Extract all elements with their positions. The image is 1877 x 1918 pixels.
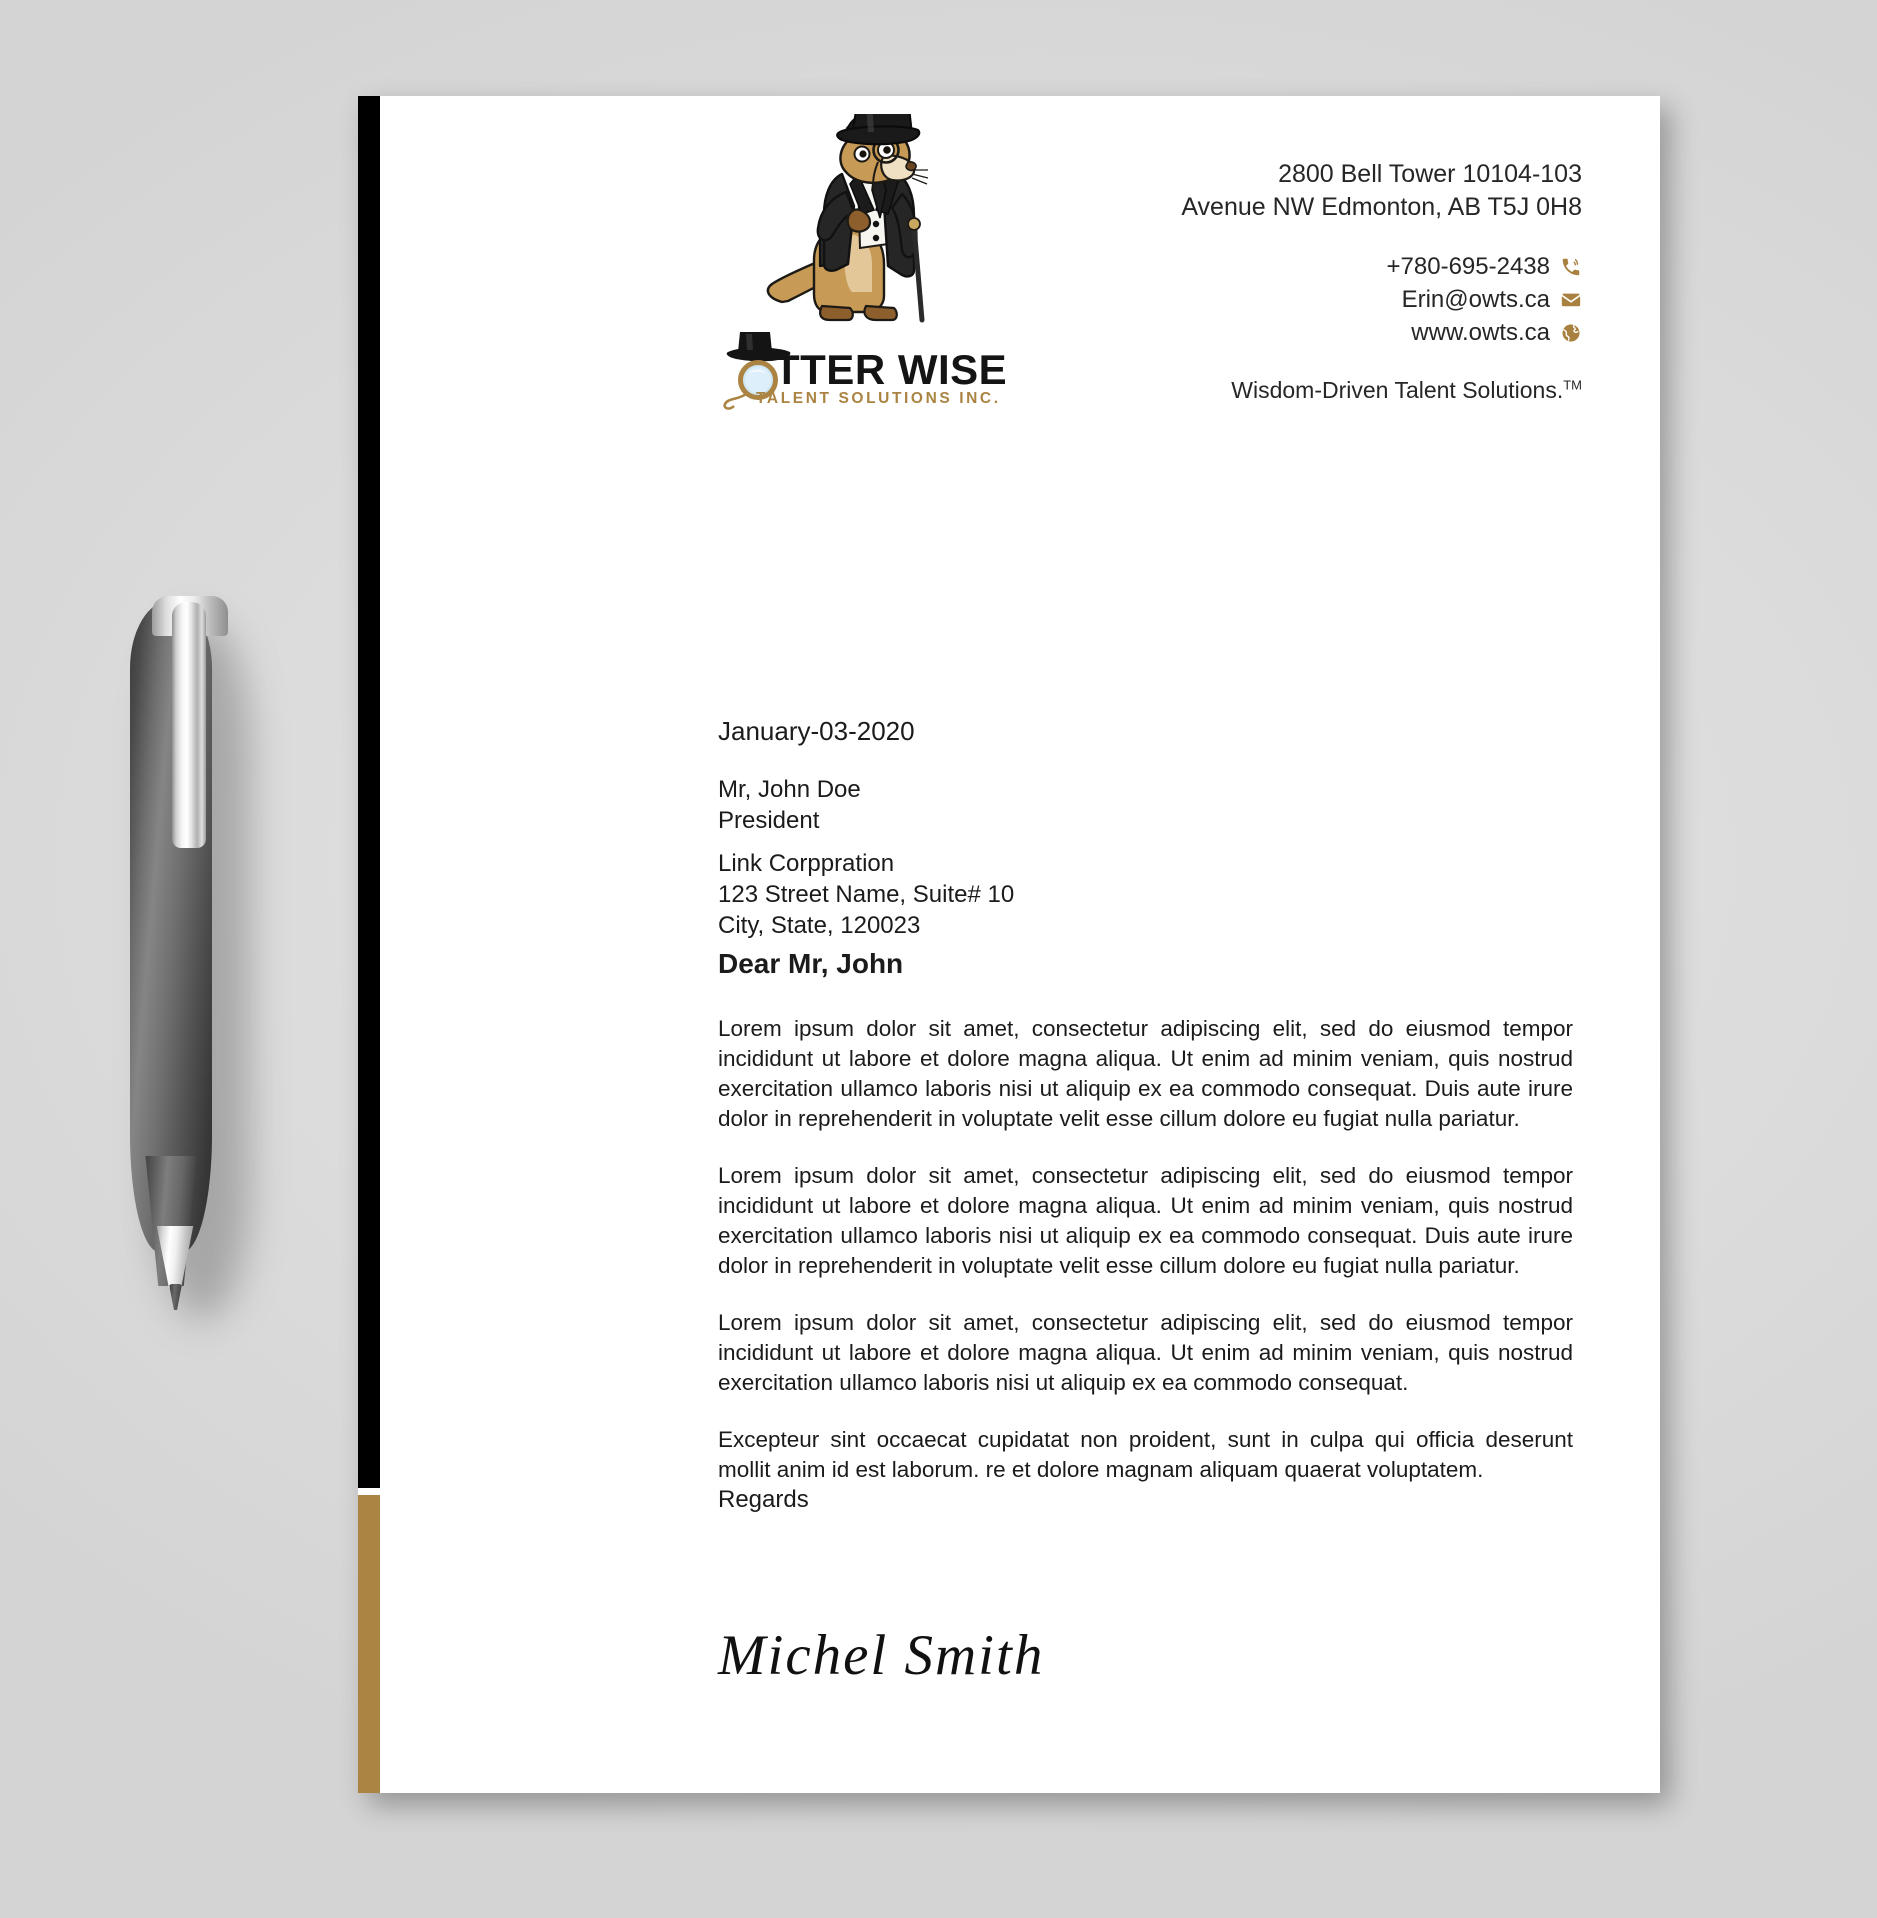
phone-number: +780-695-2438 <box>1386 253 1550 280</box>
company-street: 123 Street Name, Suite# 10 <box>718 881 1015 908</box>
email-address: Erin@owts.ca <box>1401 286 1550 313</box>
pen-image <box>108 596 240 1312</box>
letter-content <box>358 96 1660 1793</box>
company-city: City, State, 120023 <box>718 912 921 939</box>
signature: Michel Smith <box>718 1624 1045 1687</box>
letterhead-page <box>358 96 1660 1793</box>
address-line-1: 2800 Bell Tower 10104-103 <box>1278 160 1582 188</box>
recipient-name: Mr, John Doe <box>718 776 861 803</box>
logo-name-primary: TTER WISE <box>774 346 1008 393</box>
company-name: Link Corppration <box>718 850 895 877</box>
address-line-2: Avenue NW Edmonton, AB T5J 0H8 <box>1181 193 1582 221</box>
trademark-symbol: TM <box>1563 377 1582 393</box>
tagline-text: Wisdom-Driven Talent Solutions. <box>1231 377 1564 403</box>
body-paragraph: Lorem ipsum dolor sit amet, consectetur adipiscing elit, sed do eiusmod tempor incididunt ut labore et dolore magna aliqua. Ut enim ad minim veniam, quis nostrud exercitation ullamco laboris nisi ut aliquip ex ea commodo consequat. Duis aute irure dolor in reprehenderit in voluptate velit esse cillum dolore eu fugiat nulla pariatur. <box>718 1163 1573 1278</box>
pen-clip <box>172 602 206 848</box>
letter-closing: Regards <box>718 1486 809 1513</box>
letter-date: January-03-2020 <box>718 716 915 746</box>
letter-salutation: Dear Mr, John <box>718 948 904 979</box>
letter-body <box>718 1014 1573 1512</box>
body-paragraph: Lorem ipsum dolor sit amet, consectetur adipiscing elit, sed do eiusmod tempor incididunt ut labore et dolore magna aliqua. Ut enim ad minim veniam, quis nostrud exercitation ullamco laboris nisi ut aliquip ex ea commodo consequat. <box>718 1310 1573 1395</box>
recipient-company-block <box>718 848 1014 941</box>
recipient-title: President <box>718 807 820 834</box>
body-paragraph: Lorem ipsum dolor sit amet, consectetur adipiscing elit, sed do eiusmod tempor incididunt ut labore et dolore magna aliqua. Ut enim ad minim veniam, quis nostrud exercitation ullamco laboris nisi ut aliquip ex ea commodo consequat. Duis aute irure dolor in reprehenderit in voluptate velit esse cillum dolore eu fugiat nulla pariatur. <box>718 1016 1573 1131</box>
recipient-block <box>718 774 861 836</box>
website-url: www.owts.ca <box>1411 319 1550 346</box>
pen-body <box>116 596 228 1296</box>
logo-name-sub: TALENT SOLUTIONS INC. <box>756 390 1001 407</box>
body-paragraph: Excepteur sint occaecat cupidatat non proident, sunt in culpa qui officia deserunt mollit anim id est laborum. re et dolore magnam aliquam quaerat voluptatem. <box>718 1427 1573 1482</box>
